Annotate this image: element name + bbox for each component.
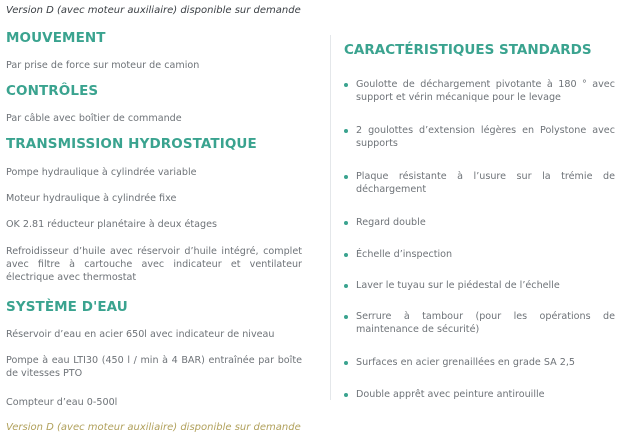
bullet-icon — [344, 221, 348, 225]
list-item — [344, 310, 615, 336]
spec-item: Compteur d’eau 0-500l — [6, 397, 118, 408]
list-item — [344, 124, 615, 150]
bullet-icon — [344, 393, 348, 397]
availability-note-top: Version D (avec moteur auxiliaire) disponible sur demande — [6, 5, 301, 16]
list-item-text: Regard double — [356, 217, 426, 228]
list-item — [344, 248, 615, 261]
spec-item: Par câble avec boîtier de commande — [6, 113, 182, 124]
spec-item: Pompe hydraulique à cylindrée variable — [6, 167, 197, 178]
list-item-text: Plaque résistante à l’usure sur la trémie de déchargement — [356, 171, 615, 195]
list-item-text: Laver le tuyau sur le piédestal de l’échelle — [356, 280, 560, 291]
spec-item: Réservoir d’eau en acier 650l avec indicateur de niveau — [6, 329, 275, 340]
bullet-icon — [344, 129, 348, 133]
bullet-icon — [344, 284, 348, 288]
list-item-text: Surfaces en acier grenaillées en grade SA 2,5 — [356, 357, 576, 368]
section-title-eau: SYSTÈME D'EAU — [6, 299, 128, 315]
availability-note-bottom: Version D (avec moteur auxiliaire) disponible sur demande — [6, 422, 301, 433]
list-item — [344, 356, 615, 369]
bullet-icon — [344, 361, 348, 365]
list-item — [344, 279, 615, 292]
column-divider — [330, 35, 331, 400]
spec-item: Refroidisseur d’huile avec réservoir d’huile intégré, complet avec filtre à cartouche avec indicateur et ventilateur électrique avec thermostat — [6, 246, 302, 283]
list-item — [344, 78, 615, 104]
spec-item: Moteur hydraulique à cylindrée fixe — [6, 193, 177, 204]
list-item-text: 2 goulottes d’extension légères en Polystone avec supports — [356, 125, 615, 149]
list-item-text: Serrure à tambour (pour les opérations de maintenance de sécurité) — [356, 311, 615, 335]
section-title-transmission: TRANSMISSION HYDROSTATIQUE — [6, 136, 257, 152]
spec-item: Par prise de force sur moteur de camion — [6, 60, 200, 71]
bullet-icon — [344, 83, 348, 87]
list-item — [344, 170, 615, 196]
list-item-text: Goulotte de déchargement pivotante à 180 ° avec support et vérin mécanique pour le levage — [356, 79, 615, 103]
section-title-mouvement: MOUVEMENT — [6, 30, 106, 46]
spec-item: Pompe à eau LTI30 (450 l / min à 4 BAR) entraînée par boîte de vitesses PTO — [6, 355, 302, 379]
right-column — [344, 42, 615, 400]
section-title-caracteristiques: CARACTÉRISTIQUES STANDARDS — [344, 42, 592, 58]
list-item — [344, 388, 615, 401]
list-item — [344, 216, 615, 229]
section-title-controles: CONTRÔLES — [6, 83, 99, 99]
spec-item: OK 2.81 réducteur planétaire à deux étages — [6, 219, 217, 230]
bullet-icon — [344, 175, 348, 179]
list-item-text: Double apprêt avec peinture antirouille — [356, 389, 545, 400]
list-item-text: Échelle d’inspection — [356, 249, 453, 260]
bullet-icon — [344, 253, 348, 257]
bullet-icon — [344, 315, 348, 319]
